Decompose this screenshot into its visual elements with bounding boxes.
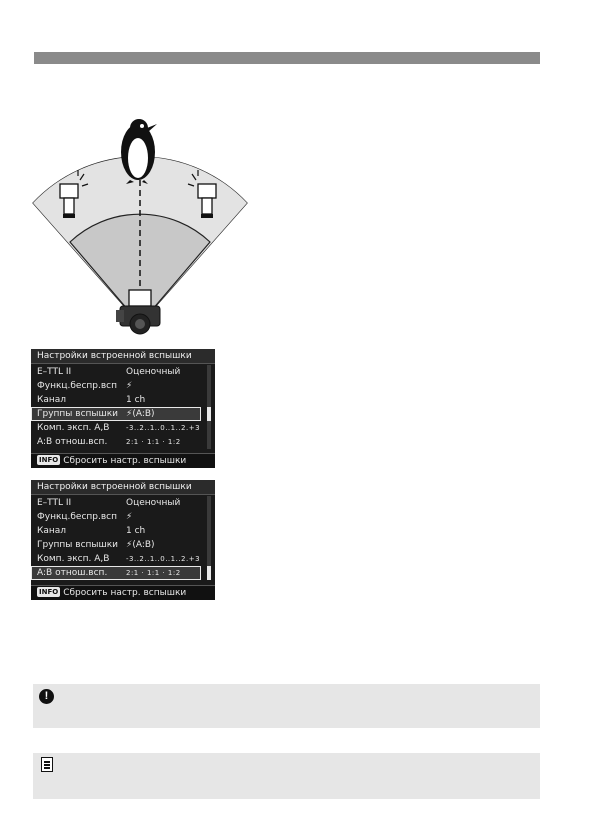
footer-text: Сбросить настр. вспышки bbox=[63, 588, 187, 598]
flash-settings-screen-1 bbox=[31, 349, 215, 468]
scrollbar[interactable] bbox=[207, 365, 211, 449]
menu-row-channel[interactable]: Канал 1 ch bbox=[37, 526, 146, 536]
menu-row-ab-ratio[interactable]: A:B отнош.всп. 2:1 · 1:1 · 1:2 bbox=[31, 566, 201, 580]
caution-icon: ! bbox=[39, 689, 54, 704]
menu-row-exposure-comp[interactable]: Комп. эксп. А,В -3..2..1..0..1..2.+3 bbox=[37, 423, 201, 433]
screen-title: Настройки встроенной вспышки bbox=[31, 480, 215, 495]
memo-icon bbox=[41, 757, 53, 772]
menu-row-channel[interactable]: Канал 1 ch bbox=[37, 395, 146, 405]
footer-text: Сбросить настр. вспышки bbox=[63, 456, 187, 466]
scrollbar-thumb[interactable] bbox=[207, 566, 211, 580]
info-button-icon: INFO bbox=[39, 588, 59, 596]
section-header-bar bbox=[34, 52, 540, 64]
menu-row-flash-groups[interactable]: Группы вспышки ⚡(A:B) bbox=[31, 407, 201, 421]
scrollbar[interactable] bbox=[207, 496, 211, 580]
menu-row-flash-groups[interactable]: Группы вспышки ⚡(A:B) bbox=[37, 540, 155, 550]
memo-note-box bbox=[33, 753, 540, 799]
menu-row-wireless-func[interactable]: Функц.беспр.всп ⚡ bbox=[37, 381, 133, 391]
caution-note-box bbox=[33, 684, 540, 728]
menu-row-ab-ratio[interactable]: A:B отнош.всп. 2:1 · 1:1 · 1:2 bbox=[37, 437, 181, 447]
screen-footer bbox=[31, 585, 215, 600]
menu-row-ettl[interactable]: E–TTL II Оценочный bbox=[37, 498, 181, 508]
menu-row-exposure-comp[interactable]: Комп. эксп. А,В -3..2..1..0..1..2.+3 bbox=[37, 554, 201, 564]
scrollbar-thumb[interactable] bbox=[207, 407, 211, 421]
info-button-icon: INFO bbox=[39, 456, 59, 464]
flash-settings-screen-2 bbox=[31, 480, 215, 600]
wireless-flash-diagram bbox=[30, 110, 250, 345]
screen-footer bbox=[31, 453, 215, 468]
screen-title: Настройки встроенной вспышки bbox=[31, 349, 215, 364]
menu-row-wireless-func[interactable]: Функц.беспр.всп ⚡ bbox=[37, 512, 133, 522]
menu-row-ettl[interactable]: E–TTL II Оценочный bbox=[37, 367, 181, 377]
